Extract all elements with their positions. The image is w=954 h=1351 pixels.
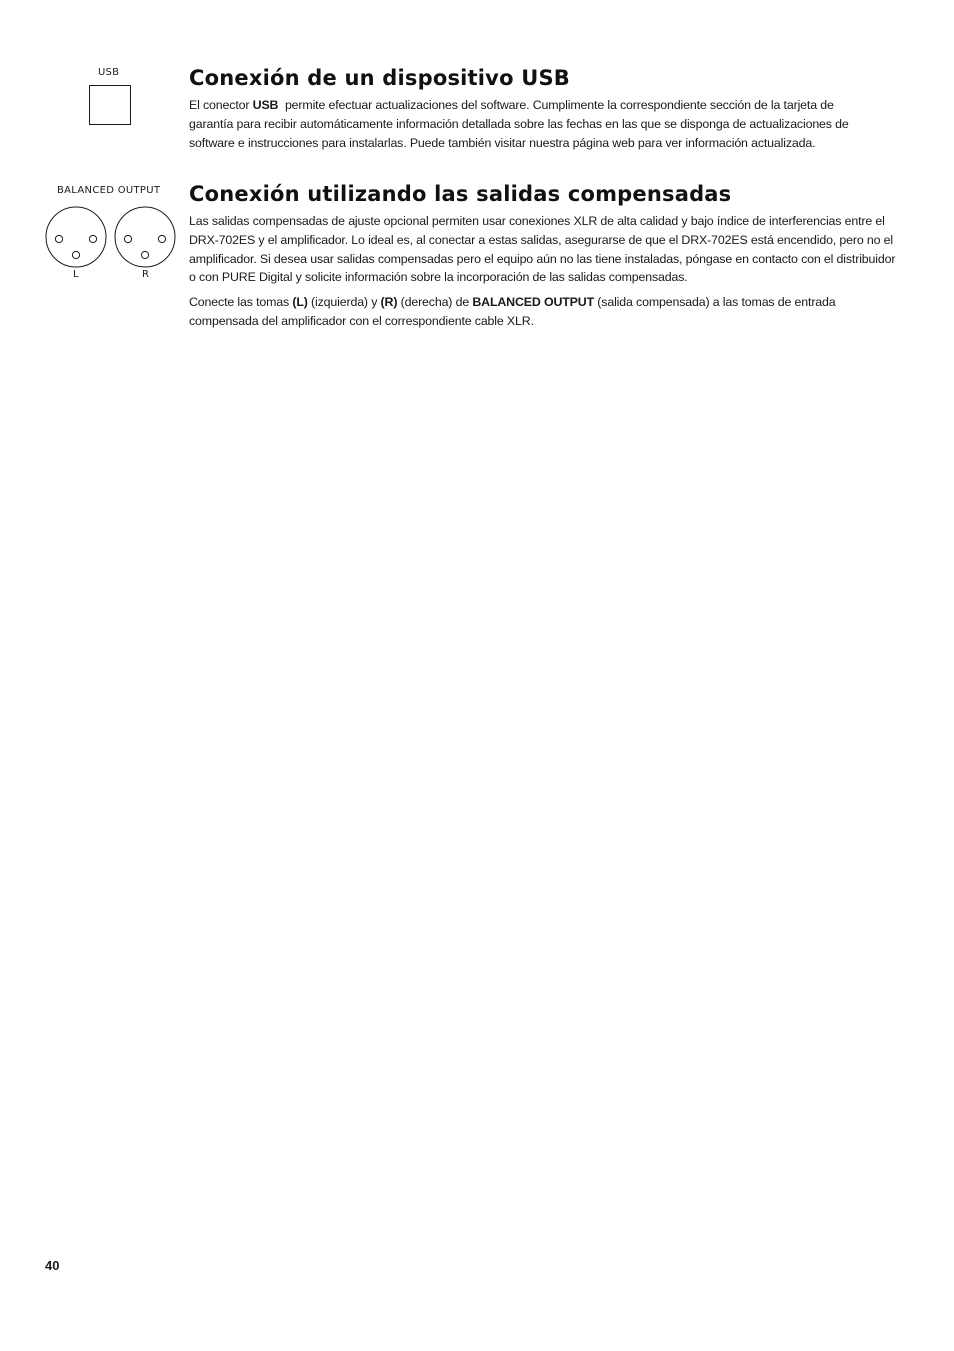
p2-text-c: (izquierda) y (307, 295, 381, 310)
xlr-right-label: R (142, 269, 149, 280)
balanced-section-heading: Conexión utilizando las salidas compensadas (189, 182, 732, 206)
p2-text-g: (salida compensada) a las tomas de entrada compensada del amplificador con el correspondiente cable XLR. (189, 295, 836, 328)
balanced-section-paragraph-2 (189, 293, 899, 331)
balanced-output-diagram-label: BALANCED OUTPUT (57, 185, 161, 196)
p2-text-a: Conecte las tomas (189, 295, 293, 310)
usb-diagram-label: USB (98, 67, 120, 78)
xlr-left-connector-icon (46, 207, 106, 267)
xlr-connectors-icon (40, 200, 180, 272)
usb-paragraph-text: El conector (189, 98, 253, 112)
xlr-right-connector-icon (115, 207, 175, 267)
p2-bold-balanced-output: BALANCED OUTPUT (472, 295, 595, 310)
usb-section (189, 65, 899, 152)
balanced-section (189, 181, 899, 331)
balanced-section-paragraph-1: Las salidas compensadas de ajuste opcional permiten usar conexiones XLR de alta calidad y bajo índice de interferencias entre el DRX-702ES y el amplificador. Lo ideal es, al conectar a estas salidas, asegurarse de que el DRX-702ES está encendido, pero no el amplificador. Si desea usar salidas compensadas pero el equipo aún no las tiene instaladas, póngase en contacto con el distribuidor o con PURE Digital y solicite información sobre la incorporación de las salidas compensadas. (189, 214, 896, 285)
xlr-left-label: L (73, 269, 79, 280)
usb-section-paragraph (189, 96, 879, 152)
page-number: 40 (45, 1258, 60, 1273)
usb-section-heading: Conexión de un dispositivo USB (189, 66, 570, 90)
p2-text-e: (derecha) de (397, 295, 473, 310)
usb-port-icon (89, 85, 131, 125)
p2-bold-right: (R) (380, 295, 398, 310)
usb-paragraph-text-rest: permite efectuar actualizaciones del software. Cumplimente la correspondiente sección de la tarjeta de garantía para recibir automáticamente información detallada sobre las fechas en las que se disponga de actualizaciones de software e instrucciones para instalarlas. Puede también visitar nuestra página web para ver información actualizada. (189, 98, 852, 150)
usb-paragraph-bold: USB (252, 98, 279, 112)
p2-bold-left: (L) (292, 295, 308, 310)
